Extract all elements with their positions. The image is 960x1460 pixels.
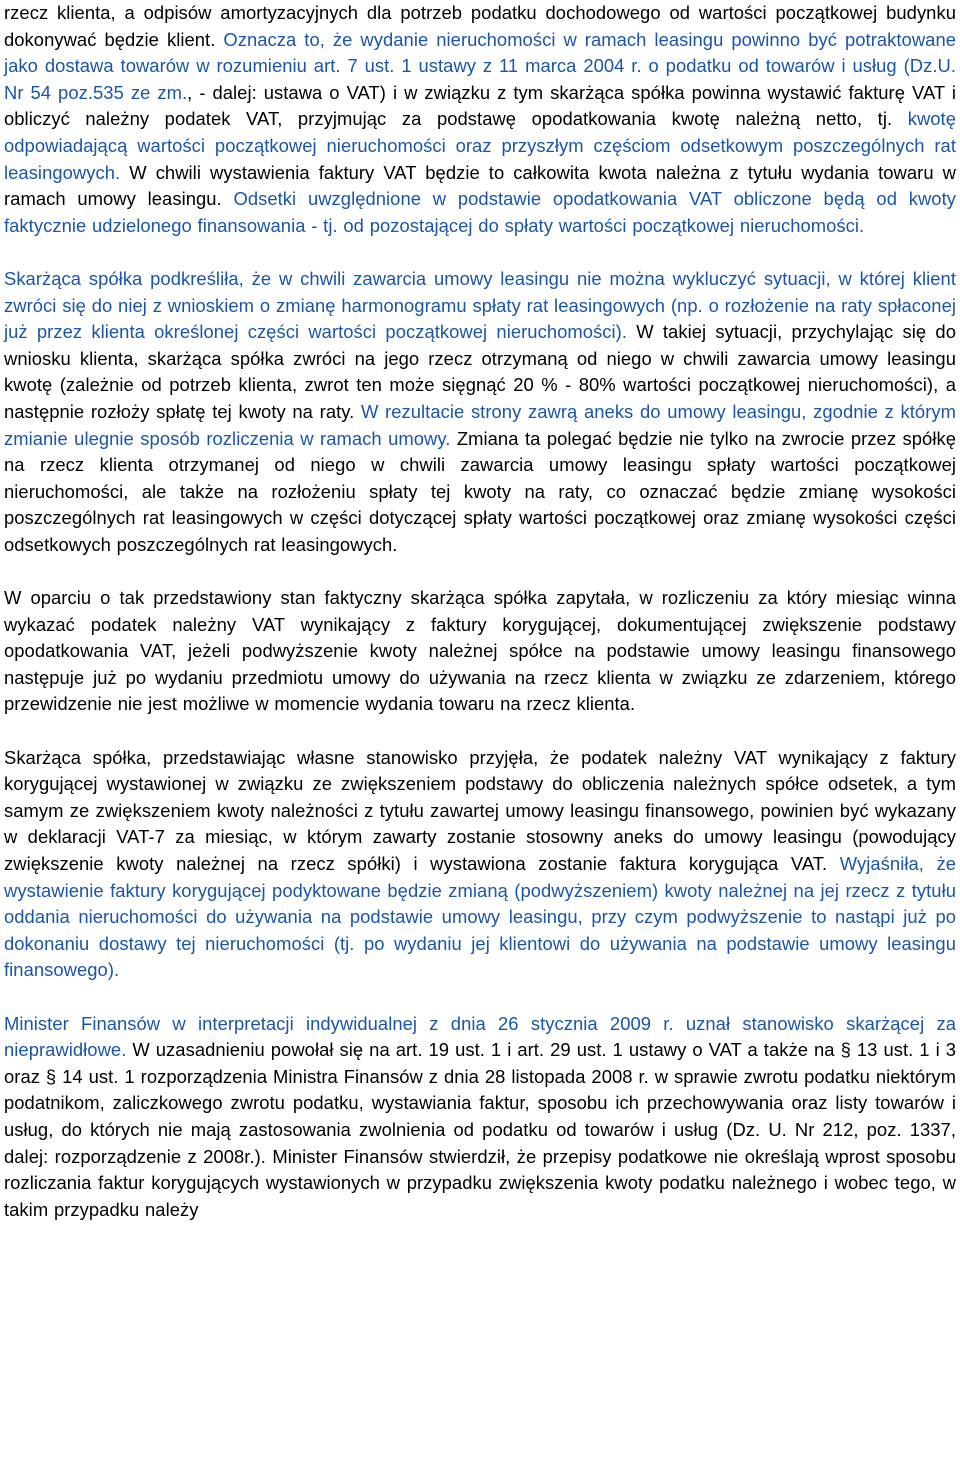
paragraph-5-segment-3: § 13 ust. 1 i 3 oraz § 14 ust. 1 rozporządzenia Ministra Finansów z dnia 28 listopada 2008 r. w sprawie zwrotu podatku niektórym podatnikom, zaliczkowego zwrotu podatku, wystawiania faktur, sposobu ich przechowywania oraz listy towarów i usług, do których nie mają zastosowania zwolnienia od podatku od towarów i usług (Dz. U. Nr 212, poz. 1337, dalej: rozporządzenie z 2008r.). [4,1039,957,1167]
paragraph-5 [4,1011,956,1224]
paragraph-5-segment-4: Minister Finansów stwierdził, że przepisy podatkowe nie określają wprost sposobu rozliczania faktur korygujących wystawionych w przypadku zwiększenia kwoty podatku należnego i wobec tego, w takim przypadku należy [4,1145,957,1220]
paragraph-1-segment-4: kwotę odpowiadającą wartości początkowej nieruchomości oraz przyszłym częściom odsetkowym poszczególnych rat leasingowych. [4,108,956,183]
paragraph-4-segment-2: Wyjaśniła, że wystawienie faktury korygującej podyktowane będzie zmianą (podwyższeniem) kwoty należnej na jej rzecz z tytułu oddania nieruchomości do używania na podstawie umowy leasingu, przy czym podwyższenie to nastąpi już po dokonaniu dostawy tej nieruchomości (tj. po wydaniu jej klientowi do używania na podstawie umowy leasingu finansowego). [4,853,956,981]
paragraph-2-segment-3: W rezultacie strony zawrą aneks do umowy leasingu, zgodnie z którym zmianie ulegnie sposób rozliczenia w ramach umowy. [4,400,956,449]
paragraph-5-segment-2: W uzasadnieniu powołał się na art. 19 ust. 1 i art. 29 ust. 1 ustawy o VAT a także na [126,1039,841,1061]
paragraph-5-segment-1: Minister Finansów w interpretacji indywidualnej z dnia 26 stycznia 2009 r. uznał stanowisko skarżącej za nieprawidłowe. [4,1012,956,1061]
paragraph-2-segment-4: Zmiana ta polegać będzie nie tylko na zwrocie przez spółkę na rzecz klienta otrzymanej od niego w chwili zawarcia umowy leasingu spłaty wartości początkowej nieruchomości, ale także na rozłożeniu spłaty tej kwoty na raty, co oznaczać będzie zmianę wysokości poszczególnych rat leasingowych w części dotyczącej spłaty wartości początkowej oraz zmianę wysokości części odsetkowych poszczególnych rat leasingowych. [4,427,956,555]
paragraph-1-segment-2: Oznacza to, że wydanie nieruchomości w ramach leasingu powinno być potraktowane jako dostawa towarów w rozumieniu art. 7 ust. 1 ustawy z 11 marca 2004 r. o podatku od towarów i usług (Dz.U. Nr 54 poz.535 ze zm. [4,28,956,103]
paragraph-1-segment-1: rzecz klienta, a odpisów amortyzacyjnych dla potrzeb podatku dochodowego od wartości początkowej budynku dokonywać będzie klient. [4,2,956,50]
paragraph-1 [4,0,956,239]
paragraph-4 [4,745,956,984]
paragraph-1-segment-5: W chwili wystawienia faktury VAT będzie to całkowita kwota należna z tytułu wydania towaru w ramach umowy leasingu. [4,161,956,210]
paragraph-2-segment-1: Skarżąca spółka podkreśliła, że w chwili zawarcia umowy leasingu nie można wykluczyć sytuacji, w której klient zwróci się do niej z wnioskiem o zmianę harmonogramu spłaty rat leasingowych (np. o rozłożenie na raty spłaconej już przez klienta określonej części wartości początkowej nieruchomości). [4,267,956,343]
document-page [4,0,956,1223]
paragraph-3 [4,585,956,718]
paragraph-1-segment-6: Odsetki uwzględnione w podstawie opodatkowania VAT obliczone będą od kwoty faktycznie udzielonego finansowania - tj. od pozostającej do spłaty wartości początkowej nieruchomości. [4,188,956,236]
paragraph-2 [4,266,956,559]
paragraph-2-segment-2: W takiej sytuacji, przychylając się do wniosku klienta, skarżąca spółka zwróci na jego rzecz otrzymaną od niego w chwili zawarcia umowy leasingu kwotę (zależnie od potrzeb klienta, zwrot ten może sięgnąć 20 % - 80% wartości początkowej nieruchomości), a następnie rozłoży spłatę tej kwoty na raty. [4,321,956,422]
paragraph-1-segment-3: , - dalej: ustawa o VAT) i w związku z tym skarżąca spółka powinna wystawić fakturę VAT i obliczyć należny podatek VAT, przyjmując za podstawę opodatkowania kwotę należną netto, tj. [4,81,956,130]
paragraph-4-segment-1: Skarżąca spółka, przedstawiając własne stanowisko przyjęła, że podatek należny VAT wynikający z faktury korygującej wystawionej w związku ze zwiększeniem podstawy do obliczenia należnych spółce odsetek, a tym samym ze zwiększeniem kwoty należności z tytułu zawartej umowy leasingu finansowego, powinien być wykazany w deklaracji VAT-7 za miesiąc, w którym zawarty zostanie stosowny aneks do umowy leasingu (powodujący zwiększenie kwoty należnej na rzecz spółki) i wystawiona zostanie faktura korygująca VAT. [4,746,956,874]
paragraph-3-segment-1: W oparciu o tak przedstawiony stan faktyczny skarżąca spółka zapytała, w rozliczeniu za który miesiąc winna wykazać podatek należny VAT wynikający z faktury korygującej, dokumentującej zwiększenie podstawy opodatkowania VAT, jeżeli podwyższenie kwoty należnej spółce na podstawie umowy leasingu finansowego następuje już po wydaniu przedmiotu umowy do używania na rzecz klienta w związku ze zdarzeniem, którego przewidzenie nie jest możliwe w momencie wydania towaru na rzecz klienta. [4,587,956,715]
